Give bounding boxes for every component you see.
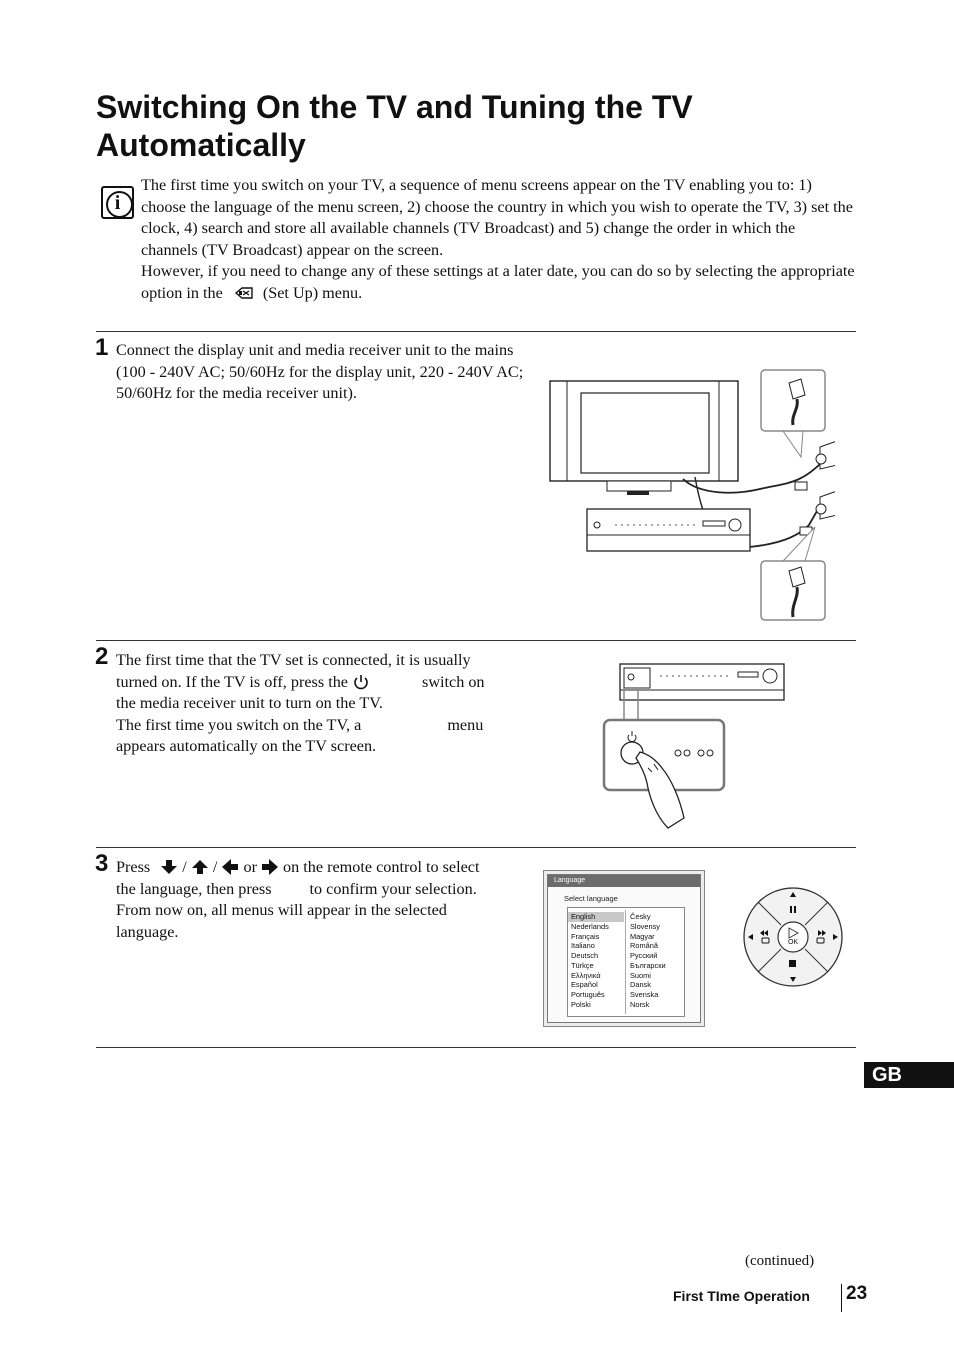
step-3-number: 3 bbox=[95, 850, 109, 877]
divider-4 bbox=[96, 1047, 856, 1048]
info-icon-letter: i bbox=[114, 192, 121, 214]
section-name: First TIme Operation bbox=[673, 1288, 810, 1304]
remote-control-pad bbox=[742, 886, 846, 988]
step-2-line-4-start: The first time you switch on the TV, a bbox=[116, 715, 362, 734]
step-3-press: Press bbox=[116, 858, 151, 876]
power-icon bbox=[352, 674, 370, 690]
intro-paragraph-2 bbox=[141, 261, 855, 304]
step-3-line-3: From now on, all menus will appear in the selected bbox=[116, 901, 447, 920]
language-item[interactable]: Português bbox=[571, 990, 605, 999]
setup-menu-icon bbox=[233, 285, 255, 301]
step-2-line-2-end: switch on bbox=[422, 672, 485, 691]
language-item[interactable]: Suomi bbox=[630, 970, 651, 980]
page-number: 23 bbox=[846, 1283, 868, 1304]
language-item[interactable]: Polski bbox=[571, 999, 591, 1009]
step-1-text: Connect the display unit and media receiver unit to the mains (100 - 240V AC; 50/60Hz for the display unit, 220 - 240V AC; 50/60Hz for the media receiver unit). bbox=[116, 341, 524, 403]
language-list-panel bbox=[567, 907, 685, 1017]
language-item[interactable]: Русский bbox=[630, 951, 658, 960]
language-menu-screen bbox=[543, 870, 705, 1027]
language-item[interactable]: Italiano bbox=[571, 941, 595, 951]
language-item[interactable]: Български bbox=[630, 960, 666, 970]
language-tab: GB bbox=[864, 1062, 954, 1088]
language-item[interactable]: Română bbox=[630, 941, 658, 951]
step-2-number: 2 bbox=[95, 643, 109, 670]
step-3-line-1-end: on the remote control to select bbox=[283, 858, 480, 876]
column-separator bbox=[625, 910, 626, 1014]
step-3-line-4: language. bbox=[116, 922, 179, 941]
intro-paragraph-2-end: (Set Up) menu. bbox=[262, 283, 363, 302]
intro-text bbox=[141, 175, 855, 305]
language-item[interactable]: Ελληνικά bbox=[571, 970, 601, 980]
language-item[interactable]: Svenska bbox=[630, 990, 659, 999]
info-icon bbox=[101, 186, 134, 219]
menu-header: Language bbox=[548, 875, 700, 887]
title-line-2: Automatically bbox=[96, 127, 306, 163]
arrow-right-icon bbox=[261, 859, 279, 875]
ok-label: OK bbox=[787, 939, 799, 946]
language-column-1 bbox=[568, 912, 624, 1010]
step-2-line-4 bbox=[116, 715, 532, 737]
step-3-slash-1: / bbox=[182, 858, 187, 876]
title-line-1: Switching On the TV and Tuning the TV bbox=[96, 89, 693, 125]
step-3-line-2-start: the language, then press bbox=[116, 879, 272, 898]
intro-paragraph-2-start: However, if you need to change any of these settings at a later date, you can do so by selecting the appropriate option in the bbox=[141, 262, 855, 302]
connection-diagram bbox=[545, 365, 835, 627]
language-item[interactable]: Slovensy bbox=[630, 921, 660, 931]
step-3-line-1 bbox=[116, 857, 532, 879]
language-column-2 bbox=[627, 912, 683, 1010]
language-item[interactable]: Español bbox=[571, 980, 598, 990]
step-3-or: or bbox=[243, 858, 257, 876]
step-2-text bbox=[116, 650, 532, 758]
step-2-line-3: the media receiver unit to turn on the TV. bbox=[116, 694, 383, 713]
language-item[interactable]: Nederlands bbox=[571, 921, 609, 931]
language-item[interactable]: Français bbox=[571, 931, 600, 941]
language-item-selected[interactable]: English bbox=[568, 912, 624, 922]
arrow-up-icon bbox=[191, 859, 209, 875]
intro-paragraph-1: The first time you switch on your TV, a sequence of menu screens appear on the TV enabling you to: 1) choose the language of the menu screen, 2) choose the country in which you wish to operate the TV, 3) set the clock, 4) search and store all available channels (TV Broadcast) and 5) change the order in which the channels (TV Broadcast) appear on the screen. bbox=[141, 176, 853, 259]
power-button-diagram bbox=[600, 660, 790, 832]
language-item[interactable]: Türkçe bbox=[571, 960, 594, 970]
step-1-number: 1 bbox=[95, 334, 109, 361]
language-item[interactable]: Deutsch bbox=[571, 951, 599, 960]
step-2-line-4-end: menu bbox=[447, 715, 484, 734]
language-item[interactable]: Dansk bbox=[630, 980, 651, 990]
menu-subtitle: Select language bbox=[564, 894, 618, 903]
divider-2 bbox=[96, 640, 856, 641]
step-2-line-2-start: turned on. If the TV is off, press the bbox=[116, 672, 348, 691]
step-2-line-5: appears automatically on the TV screen. bbox=[116, 737, 377, 756]
page-number-divider bbox=[841, 1284, 842, 1312]
language-item[interactable]: Magyar bbox=[630, 931, 655, 941]
continued-note: (continued) bbox=[745, 1253, 815, 1269]
language-menu-frame bbox=[547, 874, 701, 1023]
page-title bbox=[96, 88, 856, 164]
divider-1 bbox=[96, 331, 856, 332]
step-3-line-2-end: to confirm your selection. bbox=[309, 879, 477, 898]
arrow-down-icon bbox=[160, 859, 178, 875]
arrow-left-icon bbox=[221, 859, 239, 875]
step-3-slash-2: / bbox=[212, 858, 218, 876]
language-item[interactable]: Česky bbox=[630, 912, 651, 921]
step-2-line-1: The first time that the TV set is connected, it is usually bbox=[116, 651, 471, 669]
divider-3 bbox=[96, 847, 856, 848]
step-3-line-2 bbox=[116, 879, 532, 901]
language-item[interactable]: Norsk bbox=[630, 999, 650, 1009]
step-2-line-2 bbox=[116, 672, 532, 694]
step-3-text bbox=[116, 857, 532, 943]
